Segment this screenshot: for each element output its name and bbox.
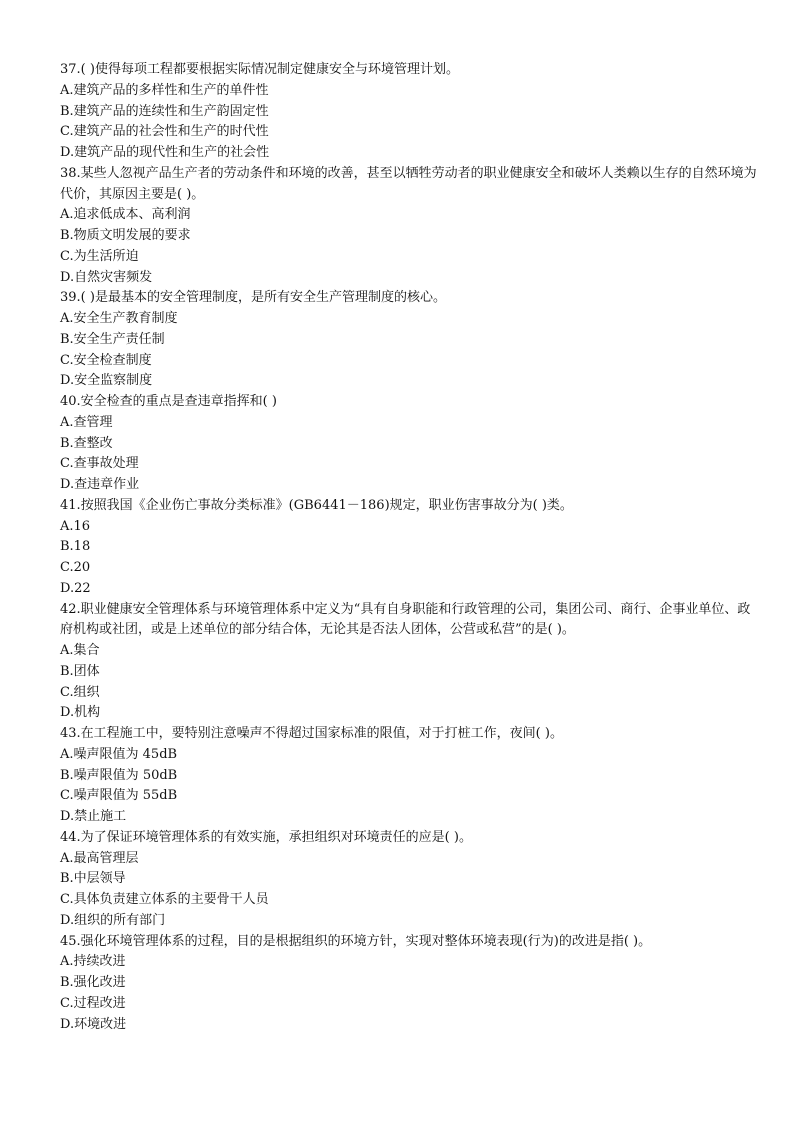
option-d: D.组织的所有部门 [60,912,166,928]
option-d: D.安全监察制度 [60,373,153,389]
option-d: D.22 [60,580,91,596]
option-b: B.团体 [60,663,100,679]
option-a: A.集合 [60,643,100,658]
question-43 [60,724,760,828]
question-stem: 40.安全检查的重点是查违章指挥和( ) [60,394,277,409]
option-c: C.组织 [60,684,100,700]
question-44 [60,828,760,932]
option-d: D.环境改进 [60,1016,127,1032]
option-a: A.建筑产品的多样性和生产的单件性 [60,82,269,98]
option-b: B.查整改 [60,435,113,451]
question-41 [60,496,760,600]
option-a: A.噪声限值为 45dB [60,746,178,762]
option-b: B.强化改进 [60,975,126,990]
option-c: C.查事故处理 [60,456,139,472]
question-stem: 45.强化环境管理体系的过程，目的是根据组织的环境方针，实现对整体环境表现(行为)的改进是指( )。 [60,933,652,949]
option-d: D.自然灾害频发 [60,269,153,285]
option-d: D.禁止施工 [60,809,127,824]
option-c: C.建筑产品的社会性和生产的时代性 [60,124,269,140]
option-a: A.最高管理层 [60,850,139,866]
question-stem: 39.( )是最基本的安全管理制度，是所有安全生产管理制度的核心。 [60,290,446,306]
option-b: B.噪声限值为 50dB [60,767,178,783]
option-d: D.建筑产品的现代性和生产的社会性 [60,145,270,160]
option-c: C.20 [60,560,91,575]
question-38 [60,164,760,289]
option-c: C.噪声限值为 55dB [60,788,178,804]
question-stem: 37.( )使得每项工程都要根据实际情况制定健康安全与环境管理计划。 [60,62,459,77]
option-b: B.安全生产责任制 [60,331,165,347]
option-b: B.中层领导 [60,871,126,887]
question-40 [60,392,760,496]
question-37 [60,60,760,164]
question-39 [60,288,760,392]
question-stem: 43.在工程施工中，要特别注意噪声不得超过国家标准的限值，对于打桩工作，夜间( )。 [60,726,563,741]
option-a: A.追求低成本、高利润 [60,207,191,223]
option-d: D.机构 [60,705,101,721]
option-c: C.具体负责建立体系的主要骨干人员 [60,892,269,907]
option-a: A.16 [60,518,91,534]
question-45 [60,932,760,1036]
option-b: B.18 [60,539,91,555]
question-stem: 41.按照我国《企业伤亡事故分类标准》(GB6441－186)规定，职业伤害事故分为( )类。 [60,497,573,513]
option-c: C.为生活所迫 [60,248,139,264]
option-d: D.查违章作业 [60,477,140,492]
option-a: A.持续改进 [60,954,126,970]
question-42 [60,600,760,725]
option-c: C.过程改进 [60,995,126,1011]
option-a: A.查管理 [60,414,113,430]
question-stem: 38.某些人忽视产品生产者的劳动条件和环境的改善，甚至以牺牲劳动者的职业健康安全和破坏人类赖以生存的自然环境为代价，其原因主要是( )。 [60,165,757,202]
document-page [60,60,760,1035]
question-stem: 42.职业健康安全管理体系与环境管理体系中定义为“具有自身职能和行政管理的公司，集团公司、商行、企事业单位、政府机构或社团，或是上述单位的部分结合体，无论其是否法人团体，公营或私营”的是( )。 [60,601,751,638]
option-b: B.建筑产品的连续性和生产韵固定性 [60,103,269,119]
option-c: C.安全检查制度 [60,352,152,368]
question-stem: 44.为了保证环境管理体系的有效实施，承担组织对环境责任的应是( )。 [60,829,472,845]
option-b: B.物质文明发展的要求 [60,228,191,243]
option-a: A.安全生产教育制度 [60,311,178,326]
